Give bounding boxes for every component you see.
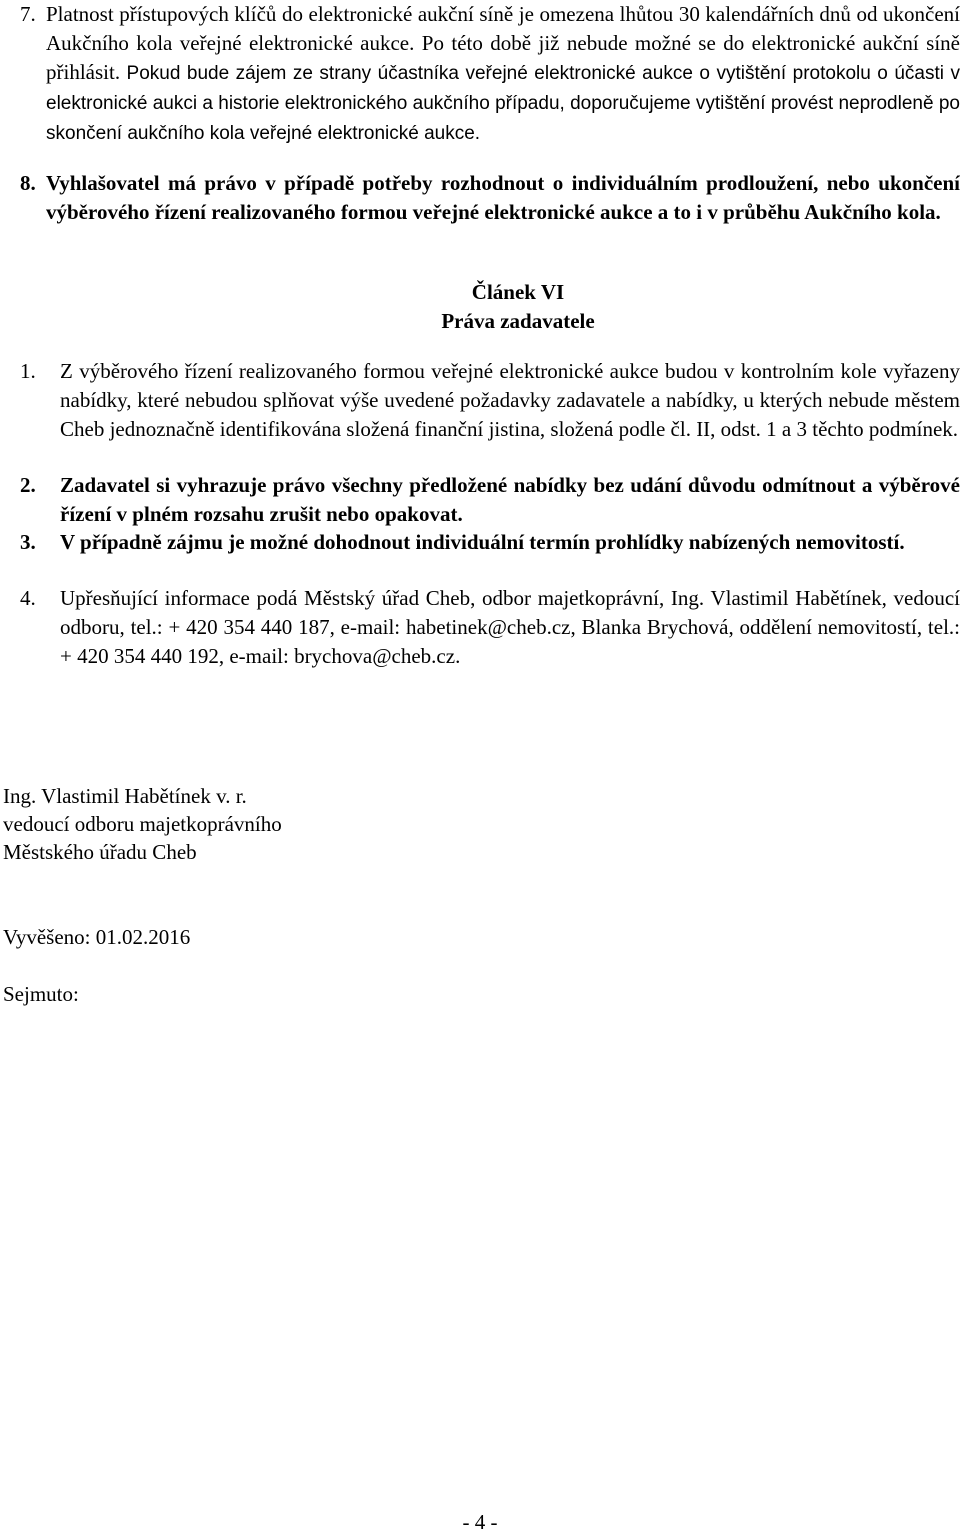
item-number: 7.: [20, 2, 36, 26]
item-number: 4.: [20, 586, 36, 610]
item-number: 3.: [20, 530, 36, 554]
article-subtitle: Práva zadavatele: [441, 309, 595, 333]
item-7-text-sans: Pokud bude zájem ze strany účastníka veřejné elektronické aukce o vytištění protokolu o účasti v elektronické aukci a historie elektronického aukčního případu, doporučujeme vytištění provést neprodleně po skončení aukčního kola veřejné elektronické aukce.: [46, 63, 960, 144]
item-text: Zadavatel si vyhrazuje právo všechny předložené nabídky bez udání důvodu odmítnout a výběrové řízení v plném rozsahu zrušit nebo opakovat.: [60, 473, 960, 526]
item-number: 1.: [20, 359, 36, 383]
posted-date: Vyvěšeno: 01.02.2016: [3, 925, 191, 949]
signature-office: Městského úřadu Cheb: [3, 840, 197, 864]
rights-item-2: [20, 471, 960, 529]
item-text: Vyhlašovatel má právo v případě potřeby rozhodnout o individuálním prodloužení, nebo ukončení výběrového řízení realizovaného formou veřejné elektronické aukce a to i v průběhu Aukčního kola.: [46, 171, 960, 224]
item-text: V případně zájmu je možné dohodnout individuální termín prohlídky nabízených nemovitostí.: [60, 530, 905, 554]
list-item-7: [20, 0, 960, 148]
item-number: 2.: [20, 473, 36, 497]
rights-item-1: [20, 357, 960, 444]
list-item-8: [20, 169, 960, 227]
item-text: Upřesňující informace podá Městský úřad Cheb, odbor majetkoprávní, Ing. Vlastimil Habětínek, vedoucí odboru, tel.: + 420 354 440 187, e-mail: habetinek@cheb.cz, Blanka Brychová, oddělení nemovitostí, tel.: + 420 354 440 192, e-mail: brychova@cheb.cz.: [60, 586, 960, 668]
item-text: [46, 0, 960, 148]
item-text: Z výběrového řízení realizovaného formou veřejné elektronické aukce budou v kontrolním kole vyřazeny nabídky, které nebudou splňovat výše uvedené požadavky zadavatele a nabídky, u kterých nebude městem Cheb jednoznačně identifikována složená finanční jistina, složená podle čl. II, odst. 1 a 3 těchto podmínek.: [60, 359, 960, 441]
rights-item-4: [20, 584, 960, 671]
removed-date: Sejmuto:: [3, 982, 79, 1006]
rights-item-3: [20, 528, 960, 557]
signature-role: vedoucí odboru majetkoprávního: [3, 812, 282, 836]
signature-name: Ing. Vlastimil Habětínek v. r.: [3, 784, 247, 808]
article-title: Článek VI: [471, 280, 565, 304]
item-7-text-serif: Platnost přístupových klíčů do elektronické aukční síně je omezena lhůtou 30 kalendářních dnů od ukončení Aukčního kola veřejné elektronické aukce. Po této době již nebude možné se do elektronické aukční síně přihlásit.: [46, 2, 960, 84]
item-number: 8.: [20, 171, 36, 195]
page-number: - 4 -: [462, 1510, 498, 1534]
